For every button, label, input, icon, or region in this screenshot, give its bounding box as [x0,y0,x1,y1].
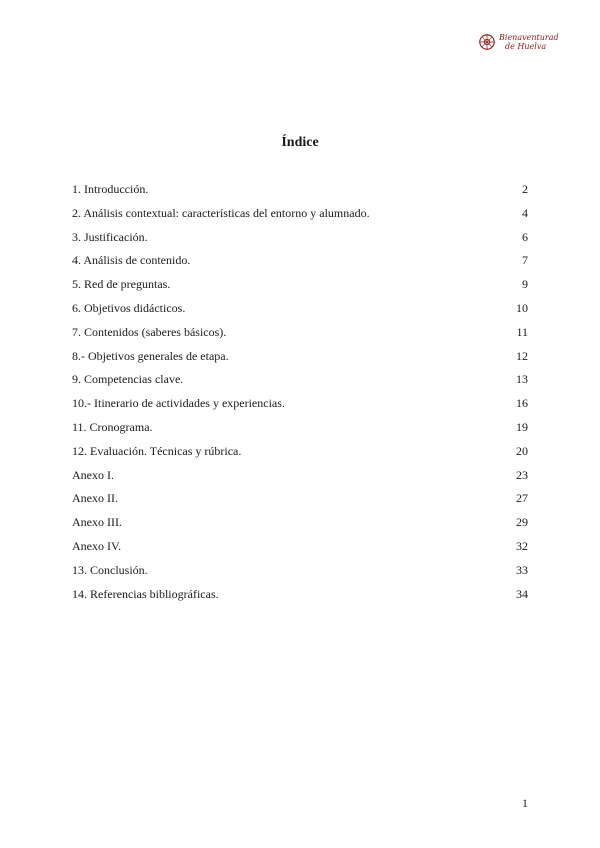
toc-entry-page: 33 [516,562,528,577]
toc-entry-label: 11. Cronograma. [72,419,153,434]
toc-entry-label: 9. Competencias clave. [72,372,184,387]
header-logo [478,30,558,54]
toc-entry-page: 23 [516,467,528,482]
toc-entry[interactable] [72,229,528,253]
toc-entry-page: 20 [516,443,528,458]
toc-entry[interactable] [72,514,528,538]
toc-entry[interactable] [72,371,528,395]
toc-entry[interactable] [72,538,528,562]
toc-entry-page: 29 [516,515,528,530]
toc-entry-label: 12. Evaluación. Técnicas y rúbrica. [72,443,242,458]
page-number: 1 [522,796,528,810]
toc-entry-page: 4 [522,205,528,220]
toc-entry-label: 6. Objetivos didácticos. [72,300,186,315]
toc-entry[interactable] [72,205,528,229]
toc-entry[interactable] [72,467,528,491]
toc-entry[interactable] [72,586,528,610]
toc-entry[interactable] [72,443,528,467]
toc-entry-label: 14. Referencias bibliográficas. [72,586,219,601]
toc-entry-page: 12 [516,348,528,363]
toc-entry[interactable] [72,348,528,372]
toc-entry-page: 19 [516,419,528,434]
toc-entry-label: 13. Conclusión. [72,562,148,577]
toc-entry[interactable] [72,562,528,586]
logo-line-2: de Huelva [505,42,547,51]
toc-entry-page: 13 [516,372,528,387]
toc-entry-label: 8.- Objetivos generales de etapa. [72,348,229,363]
toc-entry-page: 2 [522,182,528,196]
logo-wordmark [499,33,559,51]
toc-entry-label: 7. Contenidos (saberes básicos). [72,324,227,339]
toc-entry[interactable] [72,395,528,419]
institution-emblem-icon [478,33,496,51]
toc-entry[interactable] [72,181,528,205]
toc-entry-page: 11 [516,324,528,339]
table-of-contents [72,181,528,609]
toc-entry-page: 32 [516,538,528,553]
toc-entry-label: 2. Análisis contextual: características del entorno y alumnado. [72,205,370,220]
toc-entry-page: 10 [516,300,528,315]
toc-entry-page: 27 [516,491,528,506]
toc-entry-label: Anexo II. [72,491,118,506]
toc-entry-label: Anexo III. [72,515,122,530]
toc-entry-label: 10.- Itinerario de actividades y experiencias. [72,396,285,411]
toc-entry-page: 6 [522,229,528,244]
logo-line-1: Bienaventurad [499,33,559,42]
toc-entry-label: 4. Análisis de contenido. [72,253,191,268]
toc-entry[interactable] [72,300,528,324]
toc-entry-label: Anexo I. [72,467,114,482]
toc-entry[interactable] [72,490,528,514]
toc-entry-page: 7 [522,253,528,268]
toc-entry-label: 1. Introducción. [72,182,149,196]
toc-entry-page: 16 [516,396,528,411]
toc-entry-label: Anexo IV. [72,538,122,553]
toc-entry[interactable] [72,324,528,348]
toc-entry-label: 3. Justificación. [72,229,148,244]
toc-entry[interactable] [72,276,528,300]
page-title: Índice [281,135,319,150]
toc-entry-page: 9 [522,277,528,292]
toc-entry[interactable] [72,252,528,276]
toc-entry[interactable] [72,419,528,443]
toc-entry-page: 34 [516,586,528,601]
toc-entry-label: 5. Red de preguntas. [72,277,171,292]
